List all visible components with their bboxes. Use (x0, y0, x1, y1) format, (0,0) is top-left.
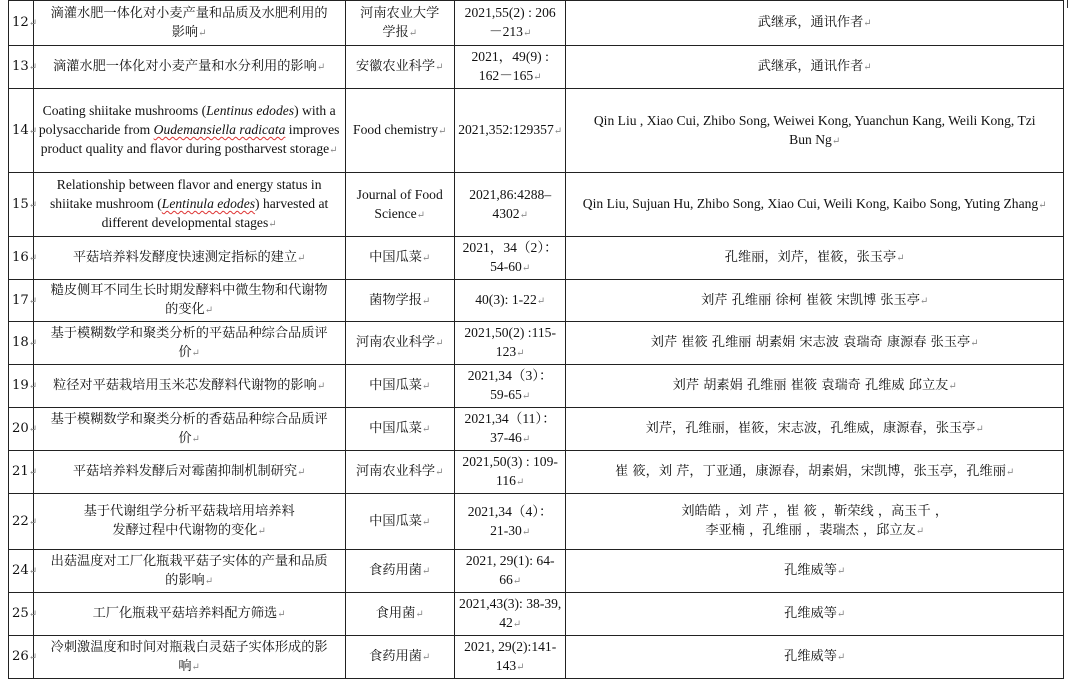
return-mark: ↵ (421, 424, 431, 435)
publication-table (8, 0, 1064, 679)
return-mark: ↵ (836, 566, 846, 577)
return-mark: ↵ (191, 433, 200, 445)
return-mark: ↵ (521, 526, 531, 538)
paper-title-part: Lentinus edodes (206, 103, 295, 118)
authors-line: 刘芹 孔维丽 徐柯 崔筱 宋凯博 张玉亭 (701, 292, 920, 308)
return-mark: ↵ (1005, 467, 1015, 478)
return-mark: ↵ (435, 467, 444, 478)
table-row (9, 237, 1064, 280)
paper-title-line: 平菇培养料发酵后对霉菌抑制机制研究 (72, 464, 298, 479)
issue-pages (454, 280, 565, 322)
authors (566, 46, 1064, 89)
authors (566, 322, 1064, 365)
row-number-text: 24 (12, 563, 29, 578)
return-mark: ↵ (919, 295, 929, 307)
journal-name (345, 322, 454, 365)
issue-pages (454, 550, 565, 593)
authors-line: 刘芹 胡素娟 孔维丽 崔筱 袁瑞奇 孔维威 邱立友 (672, 378, 949, 393)
return-mark: ↵ (28, 424, 38, 435)
return-mark: ↵ (896, 253, 905, 264)
paper-title-part: Relationship between flavor and energy status in shiitake mushroom ( (50, 177, 322, 211)
paper-title-line: 价 (178, 430, 192, 446)
table-row (9, 89, 1064, 173)
return-mark: ↵ (533, 72, 542, 83)
issue-pages (454, 46, 565, 89)
row-number-text: 20 (12, 421, 29, 436)
return-mark: ↵ (28, 125, 38, 137)
row-number (9, 173, 38, 237)
row-number-text: 12 (12, 15, 29, 30)
paper-title-line: 滴灌水肥一体化对小麦产量和水分利用的影响 (53, 59, 317, 74)
row-number (9, 593, 38, 636)
table-row (9, 550, 1064, 593)
journal-name-line: 食药用菌 (369, 649, 422, 664)
paper-title (33, 173, 345, 237)
issue-pages (454, 1, 565, 46)
table-row (9, 280, 1064, 322)
journal-name (345, 451, 454, 494)
return-mark: ↵ (863, 62, 872, 73)
paper-title-line: 滴灌水肥一体化对小麦产量和品质及水肥利用的 (50, 5, 328, 21)
return-mark: ↵ (421, 566, 431, 577)
paper-title-line: 价 (178, 344, 192, 360)
authors-line: 武继承，通讯作者 (757, 15, 864, 30)
paper-title-line: 基于模糊数学和聚类分析的香菇品种综合品质评 (50, 411, 328, 427)
return-mark: ↵ (204, 575, 214, 587)
paper-title (33, 280, 345, 322)
authors (566, 1, 1064, 46)
issue-pages-line: 37-46 (490, 430, 522, 445)
journal-name-line: 食药用菌 (369, 563, 422, 578)
journal-name-line: 学报 (382, 24, 409, 40)
row-number-text: 18 (12, 335, 29, 350)
authors (566, 408, 1064, 451)
row-number (9, 89, 38, 173)
issue-pages-line: 2021,50(3) : 109- (462, 454, 558, 469)
return-mark: ↵ (512, 576, 522, 587)
paper-title-line: 粒径对平菇栽培用玉米芯发酵料代谢物的影响 (53, 378, 317, 393)
issue-pages-line: 2021，49(9) : (471, 49, 549, 64)
journal-name (345, 173, 454, 237)
journal-name (345, 593, 454, 636)
paper-title-part: Oudemansiella radicata (153, 122, 286, 137)
paper-title-line: 基于代谢组学分析平菇栽培用培养料 (83, 504, 295, 519)
issue-pages-line: 2021,352:129357 (458, 122, 554, 137)
issue-pages-line: －213 (488, 24, 523, 39)
authors-line: 崔 筱，刘 芹，丁亚通，康源春，胡素娟，宋凯博，张玉亭，孔维丽 (615, 464, 1006, 479)
issue-pages-line: 2021,55(2) : 206 (464, 5, 556, 20)
table-row (9, 365, 1064, 408)
journal-name-line: 河南农业科学 (355, 464, 436, 479)
issue-pages-line: 21-30 (490, 522, 522, 538)
paper-title (33, 1, 345, 46)
paper-title-line: 糙皮侧耳不同生长时期发酵料中微生物和代谢物 (50, 283, 328, 298)
return-mark: ↵ (863, 18, 872, 29)
return-mark: ↵ (435, 338, 444, 349)
return-mark: ↵ (915, 526, 925, 537)
authors (566, 365, 1064, 408)
return-mark: ↵ (975, 424, 984, 435)
table-row (9, 322, 1064, 365)
paper-title-part: improves product quality and flavor during postharvest storage (40, 122, 340, 156)
issue-pages-line: 40(3): 1-22 (475, 292, 537, 307)
return-mark: ↵ (28, 381, 38, 392)
authors-line: 李亚楠 ，孔维丽 ，裴瑞杰 ，邱立友 (705, 523, 916, 538)
issue-pages (454, 494, 565, 550)
row-number-text: 16 (12, 250, 29, 265)
row-number-text: 25 (12, 606, 29, 621)
row-number (9, 451, 38, 494)
journal-name (345, 46, 454, 89)
journal-name-line: 中国瓜菜 (369, 421, 422, 436)
return-mark: ↵ (553, 126, 563, 137)
return-mark: ↵ (198, 27, 207, 39)
authors-line: 刘皓皓 ，刘 芹 ，崔 筱 ，靳荣线 ，高玉千 ， (681, 504, 949, 519)
authors-line: Qin Liu, Sujuan Hu, Zhibo Song, Xiao Cui, Weili Kong, Kaibo Song, Yuting Zhang (582, 196, 1039, 211)
authors (566, 451, 1064, 494)
issue-pages (454, 451, 565, 494)
return-mark: ↵ (516, 662, 525, 673)
return-mark: ↵ (408, 27, 418, 39)
paper-title-line: 基于模糊数学和聚类分析的平菇品种综合品质评 (50, 325, 328, 341)
issue-pages-line: 2021, 29(1): 64-66 (465, 553, 555, 587)
return-mark: ↵ (28, 253, 38, 264)
return-mark: ↵ (421, 652, 431, 663)
row-number (9, 280, 38, 322)
authors (566, 593, 1064, 636)
return-mark: ↵ (28, 338, 38, 349)
issue-pages-line: 2021,34（11）： (464, 411, 556, 426)
authors-line: 武继承，通讯作者 (757, 59, 864, 74)
journal-name (345, 89, 454, 173)
authors-line: 刘芹，孔维丽，崔筱，宋志波，孔维威，康源春，张玉亭 (645, 421, 976, 436)
row-number-text: 22 (12, 513, 29, 529)
authors (566, 237, 1064, 280)
authors (566, 550, 1064, 593)
journal-name (345, 280, 454, 322)
authors-line: 孔维威等 (784, 606, 837, 621)
return-mark: ↵ (519, 209, 528, 221)
authors-line: 刘芹 崔筱 孔维丽 胡素娟 宋志波 袁瑞奇 康源春 张玉亭 (650, 335, 971, 350)
paper-title-part: Lentinula edodes (161, 196, 256, 211)
table-row (9, 46, 1064, 89)
return-mark: ↵ (521, 434, 531, 445)
return-mark: ↵ (521, 391, 531, 402)
return-mark: ↵ (191, 347, 200, 359)
table-row (9, 408, 1064, 451)
paper-title (33, 593, 345, 636)
return-mark: ↵ (970, 338, 979, 349)
return-mark: ↵ (512, 619, 522, 630)
journal-name-line: 安徽农业科学 (355, 59, 436, 74)
issue-pages-line: 116 (496, 473, 516, 488)
authors-line: 孔维威等 (784, 649, 837, 664)
issue-pages-line: 4302 (492, 205, 520, 221)
table-row (9, 173, 1064, 237)
authors-line: Qin Liu , Xiao Cui, Zhibo Song, Weiwei Kong, Yuanchun Kang, Weili Kong, Tzi (593, 112, 1036, 128)
journal-name (345, 636, 454, 679)
row-number-text: 26 (12, 649, 29, 664)
return-mark: ↵ (297, 467, 306, 478)
journal-name-line: Food chemistry (353, 122, 439, 137)
journal-name (345, 494, 454, 550)
return-mark: ↵ (204, 305, 214, 316)
journal-name (345, 365, 454, 408)
issue-pages-line: 2021, 29(2):141- (464, 639, 557, 654)
journal-name (345, 1, 454, 46)
issue-pages (454, 322, 565, 365)
issue-pages (454, 89, 565, 173)
return-mark: ↵ (948, 381, 957, 392)
authors-line: Bun Ng (789, 131, 832, 147)
paper-title-line: 出菇温度对工厂化瓶栽平菇子实体的产量和品质 (50, 553, 328, 569)
issue-pages-line: 2021,34（4）： (467, 503, 553, 519)
issue-pages-line: 54-60 (490, 259, 522, 274)
table-row (9, 636, 1064, 679)
paper-title-line: 的影响 (165, 572, 205, 588)
row-number (9, 408, 38, 451)
table-row (9, 494, 1064, 550)
issue-pages-line: 2021,43(3): 38-39, (459, 596, 562, 611)
table-row (9, 451, 1064, 494)
row-number (9, 322, 38, 365)
return-mark: ↵ (421, 516, 431, 528)
return-mark: ↵ (28, 609, 38, 620)
table-row (9, 593, 1064, 636)
return-mark: ↵ (1038, 200, 1047, 211)
row-number-text: 15 (12, 196, 29, 212)
authors (566, 280, 1064, 322)
return-mark: ↵ (277, 609, 286, 620)
journal-name (345, 550, 454, 593)
journal-name-line: 中国瓜菜 (369, 513, 422, 529)
issue-pages-line: 59-65 (490, 387, 522, 402)
authors (566, 89, 1064, 173)
journal-name-line: Science (374, 205, 417, 221)
paper-title-line: 响 (178, 658, 192, 674)
paper-title (33, 322, 345, 365)
return-mark: ↵ (316, 62, 326, 73)
return-mark: ↵ (521, 263, 531, 274)
paper-title-line: 工厂化瓶栽平菇培养料配方筛选 (92, 606, 278, 621)
return-mark: ↵ (435, 62, 444, 73)
row-number-text: 19 (12, 378, 29, 393)
return-mark: ↵ (297, 253, 306, 264)
paper-title (33, 636, 345, 679)
authors (566, 636, 1064, 679)
return-mark: ↵ (191, 661, 200, 673)
return-mark: ↵ (831, 135, 841, 147)
row-number (9, 237, 38, 280)
paper-title-part: ) with a polysaccharide from (38, 103, 336, 137)
paper-title (33, 237, 345, 280)
issue-pages-line: 42 (499, 615, 513, 630)
paper-title (33, 365, 345, 408)
paper-title-line: 平菇培养料发酵度快速测定指标的建立 (72, 250, 298, 265)
authors (566, 494, 1064, 550)
paper-title-line: 冷刺激温度和时间对瓶栽白灵菇子实体形成的影 (50, 639, 328, 655)
row-number (9, 365, 38, 408)
row-number-text: 21 (12, 464, 29, 479)
return-mark: ↵ (257, 526, 266, 537)
paper-title (33, 408, 345, 451)
journal-name-line: 食用菌 (375, 606, 416, 621)
return-mark: ↵ (28, 62, 38, 73)
return-mark: ↵ (516, 348, 525, 359)
paper-title-line: 发酵过程中代谢物的变化 (112, 523, 258, 538)
issue-pages (454, 408, 565, 451)
paper-title-line: 的变化 (165, 302, 205, 317)
paper-title (33, 46, 345, 89)
authors-line: 孔维丽，刘芹，崔筱，张玉亭 (724, 250, 897, 265)
row-number-text: 13 (12, 59, 29, 74)
journal-name-line: 中国瓜菜 (369, 378, 422, 393)
issue-pages-line: 2021,50(2) :115- (464, 325, 556, 340)
paper-title (33, 451, 345, 494)
table-row (9, 1, 1064, 46)
journal-name (345, 408, 454, 451)
return-mark: ↵ (438, 126, 447, 137)
paper-title (33, 550, 345, 593)
return-mark: ↵ (836, 652, 846, 663)
issue-pages-line: 2021,86:4288– (469, 186, 552, 202)
row-number (9, 494, 38, 550)
return-mark: ↵ (836, 609, 846, 620)
issue-pages-line: 162－165 (478, 68, 534, 83)
row-number-text: 17 (12, 292, 29, 308)
return-mark: ↵ (536, 296, 546, 307)
issue-pages-line: 143 (495, 658, 517, 673)
row-number (9, 1, 38, 46)
return-mark: ↵ (28, 18, 38, 29)
return-mark: ↵ (522, 28, 532, 39)
row-number (9, 636, 38, 679)
journal-name-line: 菌物学报 (369, 292, 422, 308)
authors-line: 孔维威等 (784, 563, 837, 578)
row-number-text: 14 (12, 122, 29, 138)
return-mark: ↵ (28, 516, 38, 528)
return-mark: ↵ (28, 467, 38, 478)
journal-name-line: 中国瓜菜 (369, 250, 422, 265)
return-mark: ↵ (421, 253, 431, 264)
journal-name-line: 河南农业科学 (355, 335, 436, 350)
return-mark: ↵ (268, 219, 277, 230)
paper-title-line: 影响 (171, 24, 199, 40)
issue-pages (454, 237, 565, 280)
authors (566, 173, 1064, 237)
return-mark: ↵ (28, 295, 38, 307)
return-mark: ↵ (329, 145, 338, 156)
journal-name-line: Journal of Food (356, 186, 443, 202)
issue-pages (454, 173, 565, 237)
return-mark: ↵ (28, 652, 38, 663)
return-mark: ↵ (416, 209, 426, 221)
issue-pages-line: 2021,34（3）： (467, 368, 553, 383)
journal-name (345, 237, 454, 280)
paper-title (33, 494, 345, 550)
issue-pages-line: 123 (495, 344, 517, 359)
issue-pages-line: 2021，34（2）： (462, 240, 558, 255)
paper-title (33, 89, 345, 173)
return-mark: ↵ (316, 381, 326, 392)
return-mark: ↵ (415, 609, 424, 620)
journal-name-line: 河南农业大学 (360, 5, 440, 21)
return-mark: ↵ (515, 477, 525, 488)
publication-table-body (9, 1, 1064, 679)
issue-pages (454, 636, 565, 679)
row-number (9, 46, 38, 89)
paper-title-part: Coating shiitake mushrooms ( (42, 103, 207, 118)
return-mark: ↵ (421, 381, 431, 392)
row-number (9, 550, 38, 593)
issue-pages (454, 365, 565, 408)
issue-pages (454, 593, 565, 636)
return-mark: ↵ (28, 199, 38, 211)
paper-title-part: ) harvested at different developmental stages (101, 196, 329, 230)
return-mark: ↵ (28, 566, 38, 577)
return-mark: ↵ (421, 295, 431, 307)
